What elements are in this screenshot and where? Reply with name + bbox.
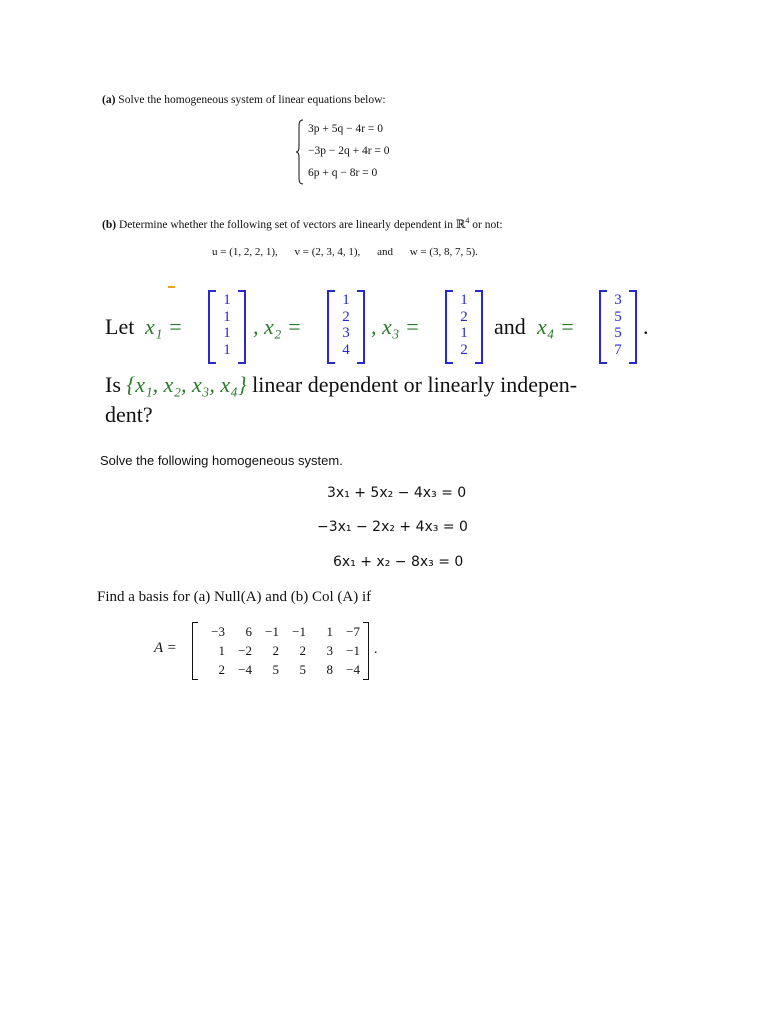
matrix-cell: −4 [238, 661, 252, 677]
part-b-heading [102, 216, 503, 231]
matrix-label: A = [154, 640, 177, 656]
let-statement [105, 290, 665, 364]
part-a-equation-1: 3p + 5q − 4r = 0 [308, 123, 384, 135]
matrix-cell: 8 [326, 661, 333, 677]
matrix-entries [198, 622, 360, 679]
x3-entry: 2 [460, 308, 468, 325]
matrix-cell: 5 [299, 661, 306, 677]
x4-vector [599, 290, 637, 362]
part-b-label: (b) [102, 218, 117, 231]
and-word: and [494, 314, 526, 339]
x2-entry: 3 [342, 325, 350, 341]
part-a-system [296, 119, 426, 187]
let-word: Let [105, 314, 135, 339]
period: . [643, 314, 649, 339]
left-brace-icon [296, 119, 304, 185]
matrix-cell: −1 [265, 623, 279, 639]
matrix-row [198, 622, 360, 641]
x3-vector [445, 290, 483, 362]
x3-entry: 1 [460, 325, 468, 341]
vector-and: and [377, 246, 393, 258]
part-b-superscript: 4 [465, 216, 470, 225]
basis-heading: Find a basis for (a) Null(A) and (b) Col (A) if [97, 589, 372, 605]
vector-v: v = (2, 3, 4, 1), [294, 246, 361, 258]
question-rest: linear dependent or linearly indepen- [252, 372, 578, 397]
x3-entry: 1 [460, 292, 468, 308]
x4-entry: 5 [614, 308, 622, 325]
part-a-equation-3: 6p + q − 8r = 0 [308, 167, 378, 179]
vector-list [212, 246, 492, 258]
x4-entry: 5 [614, 325, 622, 341]
part-a-text: Solve the homogeneous system of linear equations below: [118, 94, 386, 106]
x2-entry: 4 [342, 341, 350, 358]
solve-system-heading: Solve the following homogeneous system. [100, 453, 343, 468]
x4-label: x₄ = [537, 314, 575, 339]
matrix-cell: 2 [218, 661, 225, 677]
part-b-text: Determine whether the following set of vectors are linearly dependent in ℝ [118, 218, 466, 231]
question-statement [105, 370, 685, 430]
matrix-a [154, 620, 394, 680]
matrix-cell: 5 [272, 661, 279, 677]
x2-entry: 2 [342, 308, 350, 325]
matrix-cell: 1 [218, 642, 225, 658]
x4-entry: 3 [614, 292, 622, 308]
matrix-cell: −3 [211, 623, 225, 639]
part-a-equation-2: −3p − 2q + 4r = 0 [308, 145, 390, 157]
question-end: dent? [105, 402, 153, 427]
matrix-period: . [374, 642, 378, 657]
x1-entry: 1 [223, 292, 231, 308]
vector-set: {x₁, x₂, x₃, x₄} [126, 372, 247, 397]
matrix-cell: 2 [272, 642, 279, 658]
matrix-cell: −2 [238, 642, 252, 658]
is-word: Is [105, 372, 121, 397]
x4-entry: 7 [614, 341, 622, 358]
vector-w: w = (3, 8, 7, 5). [409, 246, 478, 258]
matrix-row [198, 641, 360, 660]
matrix-cell: −4 [346, 661, 360, 677]
part-a-label: (a) [102, 94, 116, 106]
matrix-row [198, 660, 360, 679]
x1-vector [208, 290, 246, 362]
orange-mark [168, 286, 175, 288]
x3-entry: 2 [460, 341, 468, 358]
system-equation-2: −3x₁ − 2x₂ + 4x₃ = 0 [317, 519, 468, 535]
matrix-cell: 3 [326, 642, 333, 658]
system-equation-3: 6x₁ + x₂ − 8x₃ = 0 [333, 554, 464, 570]
x2-label: , x₂ = [253, 314, 302, 339]
x1-entry: 1 [223, 341, 231, 358]
matrix-cell: 6 [245, 623, 252, 639]
x1-entry: 1 [223, 325, 231, 341]
x2-entry: 1 [342, 292, 350, 308]
x3-label: , x₃ = [371, 314, 420, 339]
vector-u: u = (1, 2, 2, 1), [212, 246, 278, 258]
x1-entry: 1 [223, 308, 231, 325]
x1-label: x₁ = [145, 314, 183, 339]
part-a-heading [102, 94, 386, 106]
matrix-cell: −1 [292, 623, 306, 639]
matrix-cell: −1 [346, 642, 360, 658]
x2-vector [327, 290, 365, 362]
part-b-text-after: or not: [469, 218, 503, 231]
system-equation-1: 3x₁ + 5x₂ − 4x₃ = 0 [327, 485, 467, 501]
matrix-cell: 1 [326, 623, 333, 639]
matrix-cell: −7 [346, 623, 360, 639]
matrix-cell: 2 [299, 642, 306, 658]
